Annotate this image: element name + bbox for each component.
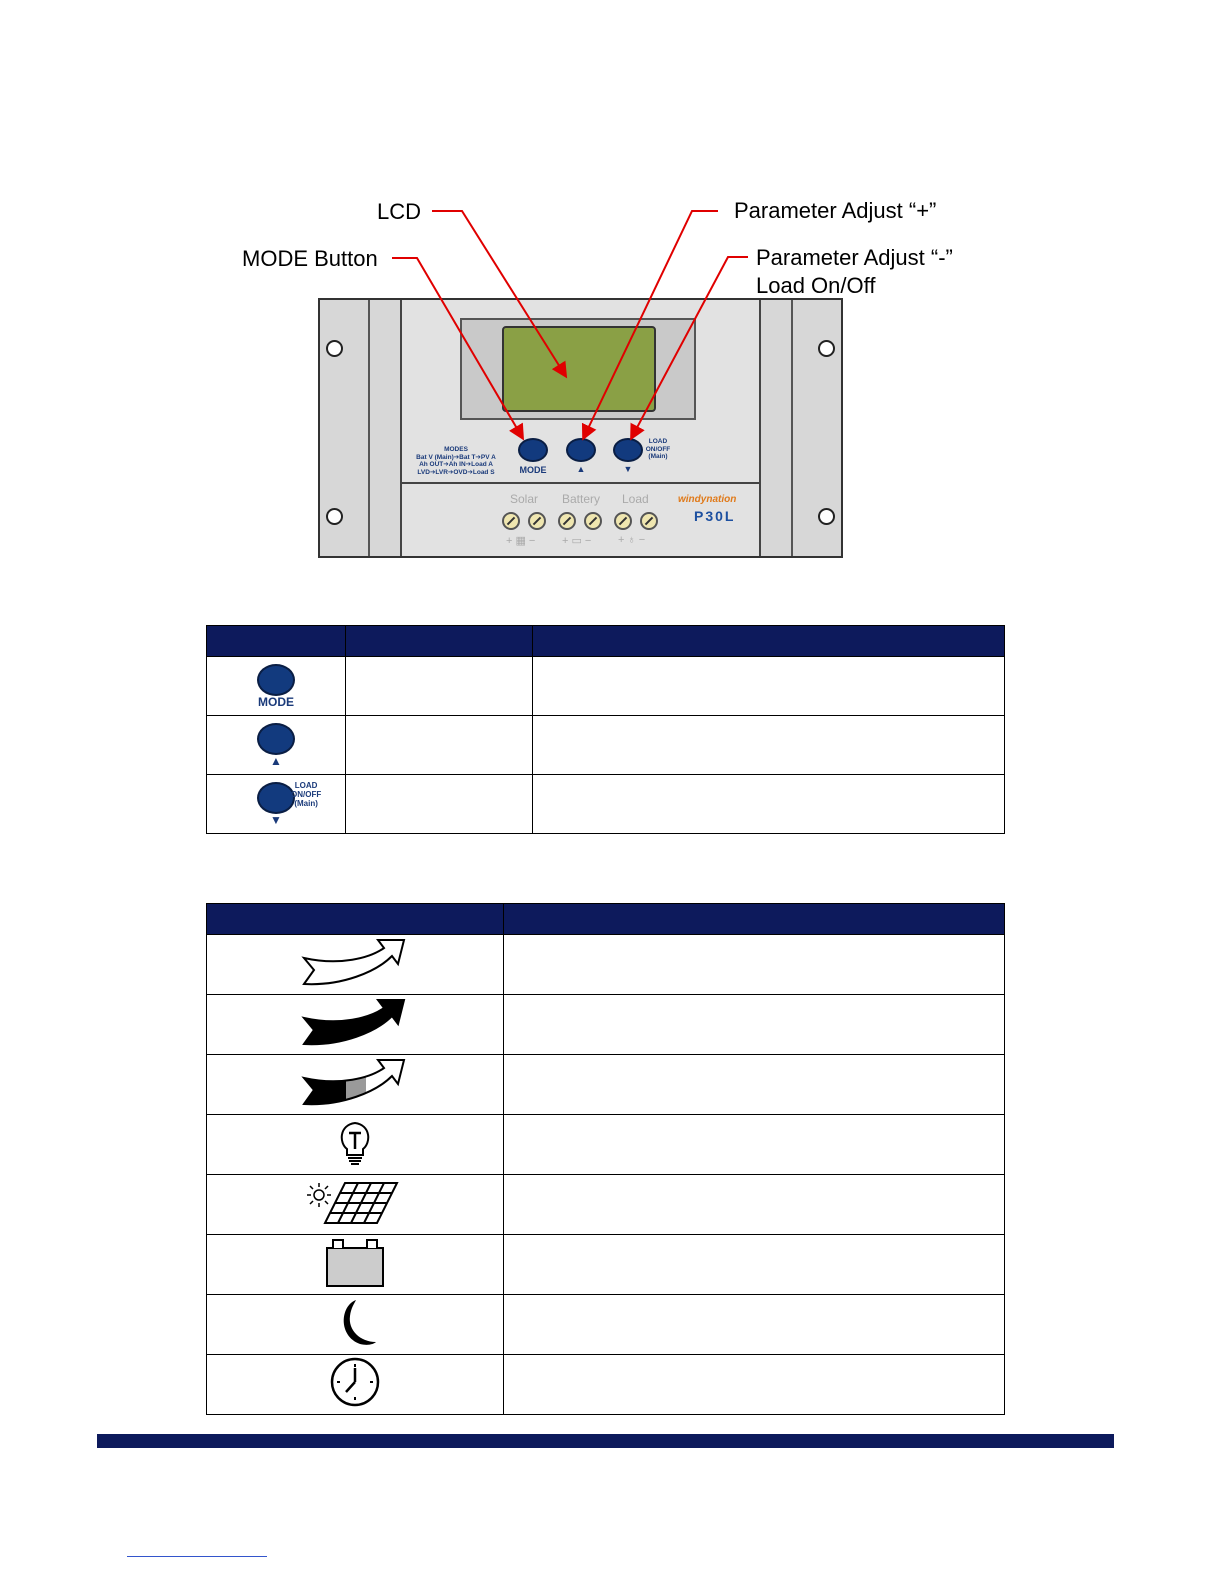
table-row (207, 935, 1005, 995)
device-up-label: ▲ (576, 464, 586, 474)
modes-line-3: LVD➔LVR➔OVD➔Load S (417, 468, 495, 476)
solid-arrow-icon (300, 996, 410, 1048)
table-row (207, 1235, 1005, 1295)
table-row (207, 775, 1005, 834)
load-polarity-symbol: + ♁ − (618, 534, 646, 546)
solar-panel-icon (305, 1177, 405, 1227)
load-label-line-2: ON/OFF (645, 445, 671, 453)
symbol-description-cell (504, 1295, 1005, 1355)
load-label-line-3: (Main) (648, 453, 668, 460)
device-mode-label: MODE (519, 465, 547, 475)
load-label-line-1: LOAD (648, 438, 668, 445)
clock-icon (328, 1356, 382, 1408)
moon-icon (330, 1296, 380, 1348)
minus-leader-line (632, 257, 748, 437)
solar-polarity-symbol: + ▦ − (506, 535, 536, 547)
symbols-table-header (207, 904, 1005, 935)
symbol-description-cell (504, 935, 1005, 995)
load-caption-line-2: ON/OFF (291, 790, 322, 799)
lcd-leader-line (432, 211, 565, 375)
mode-button-graphic (257, 664, 295, 696)
brand-logo: windynation (678, 494, 737, 505)
symbol-description-cell (504, 1175, 1005, 1235)
table-row (207, 995, 1005, 1055)
symbols-header-col-2 (504, 904, 1005, 935)
buttons-table-header (207, 626, 1005, 657)
load-caption-line-3: (Main) (294, 799, 318, 808)
table-row (207, 657, 1005, 716)
button-description-cell (533, 716, 1005, 775)
terminal-battery-label: Battery (562, 492, 601, 506)
lcd-callout-label: LCD (377, 199, 422, 224)
mode-button-caption: MODE (258, 694, 294, 709)
up-button-caption: ▲ (270, 753, 282, 768)
table-row (207, 1175, 1005, 1235)
modes-line-1: Bat V (Main)➔Bat T➔PV A (416, 453, 496, 461)
button-name-cell (346, 775, 533, 834)
param-minus-callout-label: Parameter Adjust “-” (756, 245, 953, 270)
light-bulb-icon (335, 1117, 375, 1167)
buttons-header-col-2 (346, 626, 533, 657)
terminal-solar-label: Solar (510, 492, 539, 506)
mode-button-icon (207, 657, 346, 716)
footer-link-underline (127, 1556, 267, 1557)
symbol-description-cell (504, 995, 1005, 1055)
symbol-description-cell (504, 1115, 1005, 1175)
table-row (207, 1355, 1005, 1415)
modes-line-2: Ah OUT➔Ah IN➔Load A (419, 461, 493, 468)
symbols-table (206, 903, 1005, 1415)
modes-title: MODES (444, 446, 468, 453)
up-button-icon (207, 716, 346, 775)
button-description-cell (533, 657, 1005, 716)
down-button-caption: ▼ (270, 812, 282, 827)
table-row (207, 1295, 1005, 1355)
table-row (207, 716, 1005, 775)
device-down-label: ▼ (623, 464, 633, 474)
model-number: P30L (694, 508, 736, 524)
button-name-cell (346, 716, 533, 775)
symbols-header-col-1 (207, 904, 504, 935)
button-description-cell (533, 775, 1005, 834)
load-onoff-callout-label: Load On/Off (756, 273, 876, 298)
up-button-graphic (257, 723, 295, 755)
down-button-graphic (257, 782, 295, 814)
battery-polarity-symbol: + ▭ − (562, 535, 592, 547)
buttons-header-col-3 (533, 626, 1005, 657)
partial-arrow-icon (300, 1056, 410, 1108)
down-load-button-icon (207, 775, 346, 834)
table-row (207, 1055, 1005, 1115)
load-onoff-caption (291, 781, 321, 808)
mode-leader-line (392, 258, 522, 437)
callout-lines (0, 0, 1225, 600)
symbol-description-cell (504, 1235, 1005, 1295)
symbol-description-cell (504, 1355, 1005, 1415)
buttons-table (206, 625, 1005, 834)
footer-bar (97, 1434, 1114, 1448)
table-row (207, 1115, 1005, 1175)
terminal-load-label: Load (622, 492, 649, 506)
outline-arrow-icon (300, 936, 410, 988)
symbol-description-cell (504, 1055, 1005, 1115)
battery-icon (323, 1236, 387, 1288)
button-name-cell (346, 657, 533, 716)
buttons-header-col-1 (207, 626, 346, 657)
load-caption-line-1: LOAD (294, 781, 318, 790)
mode-button-callout-label: MODE Button (242, 246, 378, 271)
param-plus-callout-label: Parameter Adjust “+” (734, 198, 937, 223)
